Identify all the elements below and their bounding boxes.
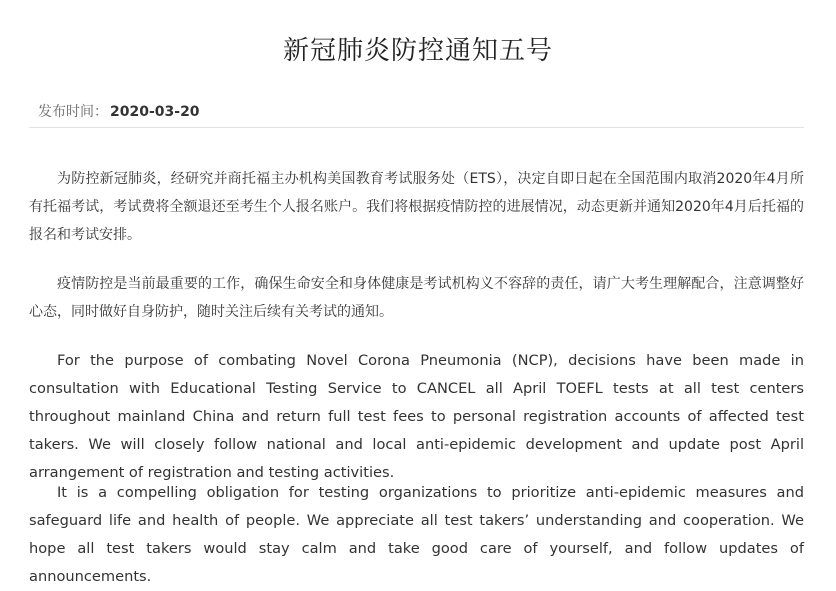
paragraph-en-1: For the purpose of combating Novel Corona Pneumonia (NCP), decisions have been made in consultation with Educational Testing Service to CANCEL all April TOEFL tests at all test centers throughout mainland China and return full test fees to personal registration accounts of affected test takers. We will closely follow national and local anti-epidemic development and update post April arrangement of registration and testing activities. xyxy=(29,351,804,481)
publish-info xyxy=(38,101,200,121)
header-divider xyxy=(29,127,804,128)
paragraph-cn-2: 疫情防控是当前最重要的工作，确保生命安全和身体健康是考试机构义不容辞的责任，请广大考生理解配合，注意调整好心态，同时做好自身防护，随时关注后续有关考试的通知。 xyxy=(29,276,804,320)
publish-label: 发布时间： xyxy=(38,104,108,120)
paragraph-cn-1: 为防控新冠肺炎，经研究并商托福主办机构美国教育考试服务处（ETS），决定自即日起在全国范围内取消2020年4月所有托福考试，考试费将全额退还至考生个人报名账户。我们将根据疫情防控的进展情况，动态更新并通知2020年4月后托福的报名和考试安排。 xyxy=(29,171,804,243)
publish-date: 2020-03-20 xyxy=(110,104,200,120)
page-title: 新冠肺炎防控通知五号 xyxy=(282,36,553,66)
paragraph-en-2: It is a compelling obligation for testing organizations to prioritize anti-epidemic measures and safeguard life and health of people. We appreciate all test takers’ understanding and cooperation. We hope all test takers would stay calm and take good care of yourself, and follow updates of announcements. xyxy=(29,483,804,585)
